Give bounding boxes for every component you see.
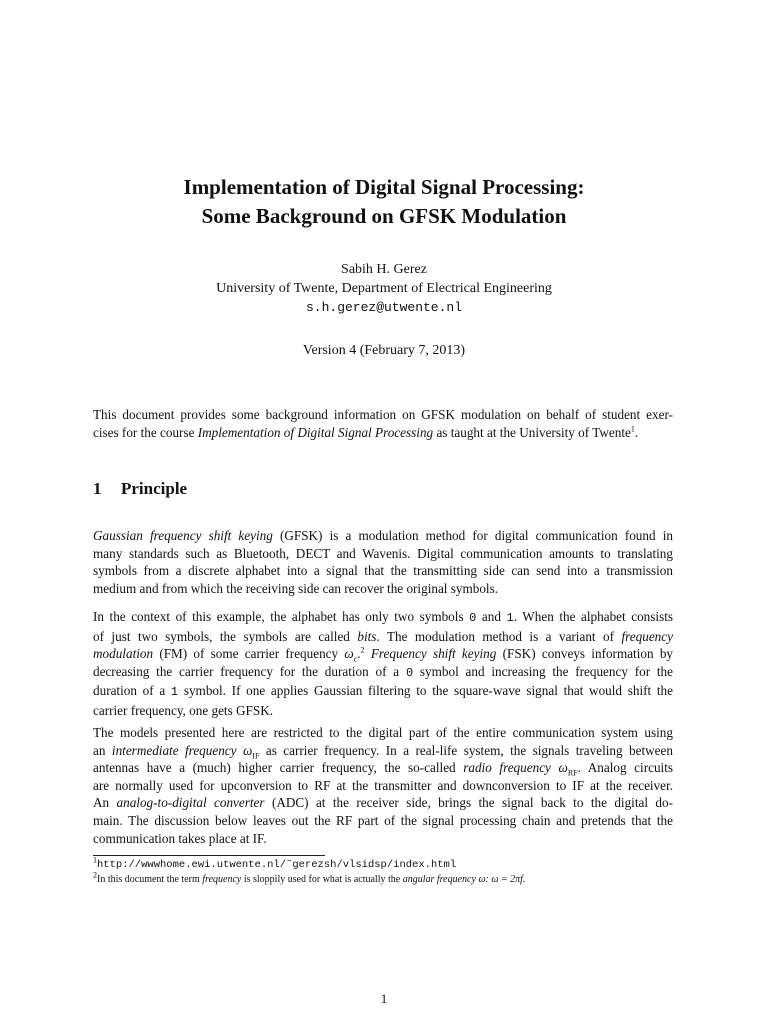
page-number: 1 <box>380 991 388 1006</box>
footnote-2: $^2$In this document the term frequency is sloppily used for what is actually the angular frequency ω: ω = 2πf. <box>93 870 526 885</box>
paragraph-line: communication takes place at IF. <box>93 830 267 846</box>
author-name: Sabih H. Gerez <box>341 262 427 277</box>
paragraph-line: are normally used for upconversion to RF at the transmitter and downconversion to IF at the receiver. <box>93 777 673 793</box>
paragraph-3 <box>93 724 673 847</box>
author-email: s.h.gerez@utwente.nl <box>305 300 463 315</box>
document-title-line-2: Some Background on GFSK Modulation <box>201 204 567 228</box>
paragraph-line: symbols from a discrete alphabet into a signal that the transmitting side can send into a transmission <box>93 563 673 579</box>
abstract-paragraph <box>93 406 673 441</box>
abstract-line: This document provides some background information on GFSK modulation on behalf of student exer- <box>93 407 673 422</box>
document-version: Version 4 (February 7, 2013) <box>302 343 466 358</box>
footnote-url-link[interactable]: http://wwwhome.ewi.utwente.nl/˜gerezsh/vlsidsp/index.html <box>97 859 457 871</box>
paragraph-line: duration of a 1 symbol. If one applies Gaussian filtering to the square-wave signal that would shift the <box>93 683 673 700</box>
paragraph-line: main. The discussion below leaves out the RF part of the signal processing chain and pretends that the <box>93 812 673 828</box>
abstract-line: cises for the course Implementation of Digital Signal Processing as taught at the University of Twente$^1$. <box>93 424 639 440</box>
paragraph-line: In the context of this example, the alphabet has only two symbols 0 and 1. When the alphabet consists <box>93 609 673 625</box>
paragraph-line: modulation (FM) of some carrier frequency $\omega_c.^2$ Frequency shift keying (FSK) conveys information by <box>93 645 674 664</box>
author-affiliation: University of Twente, Department of Electrical Engineering <box>216 281 552 296</box>
paragraph-2 <box>93 608 673 720</box>
paragraph-line: decreasing the carrier frequency for the duration of a 0 symbol and increasing the frequency for the <box>93 663 674 680</box>
paragraph-line: An analog-to-digital converter (ADC) at the receiver side, brings the signal back to the digital do- <box>93 795 673 811</box>
footnote-ref-1: 1 <box>630 424 635 434</box>
footnote-ref-2: 2 <box>360 645 365 655</box>
section-heading <box>93 478 187 500</box>
course-name: Implementation of Digital Signal Processing <box>197 424 434 440</box>
paragraph-line: an intermediate frequency $\omega_{IF}$ as carrier frequency. In a real-life system, the signals traveling between <box>93 742 673 761</box>
paragraph-line: medium and from which the receiving side can recover the original symbols. <box>93 580 499 596</box>
section-title: Principle <box>121 479 188 498</box>
paragraph-line: carrier frequency, one gets GFSK. <box>93 702 274 718</box>
paragraph-line: antennas have a (much) higher carrier frequency, the so-called radio frequency $\omega_{RF}$. Analog circuits <box>93 760 673 778</box>
footnote-divider <box>93 855 325 856</box>
paragraph-line: of just two symbols, the symbols are called bits. The modulation method is a variant of frequency <box>93 628 673 644</box>
paragraph-line: Gaussian frequency shift keying (GFSK) is a modulation method for digital communication found in <box>93 528 673 543</box>
paragraph-line: The models presented here are restricted to the digital part of the entire communication system using <box>93 725 673 740</box>
footnote-1: $^1$http://wwwhome.ewi.utwente.nl/˜gerezsh/vlsidsp/index.html <box>93 855 457 871</box>
section-number: 1 <box>93 479 102 498</box>
paragraph-1 <box>93 527 673 597</box>
paragraph-line: many standards such as Bluetooth, DECT and Wavenis. Digital communication amounts to translating <box>93 545 673 561</box>
document-title-line-1: Implementation of Digital Signal Processing: <box>183 175 585 199</box>
